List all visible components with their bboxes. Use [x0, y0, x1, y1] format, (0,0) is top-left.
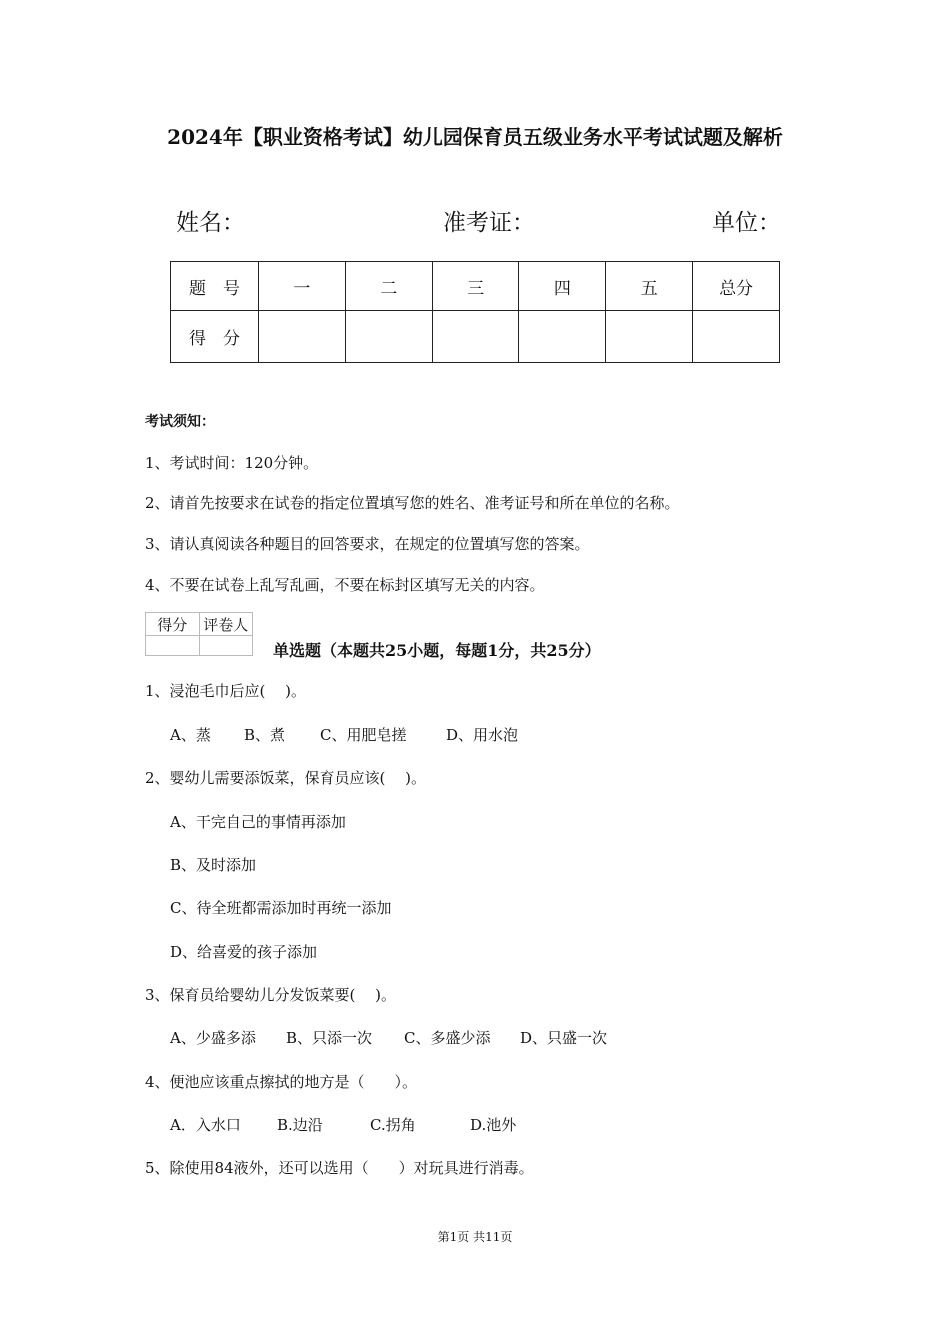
score-table-cell: 四 — [519, 262, 606, 311]
score-table-cell: 总分 — [693, 262, 780, 311]
question-option: C、多盛少添 — [404, 1029, 491, 1047]
question-option: A．入水口 — [170, 1116, 241, 1134]
question-option: B、只添一次 — [286, 1029, 373, 1047]
question-option: C、待全班都需添加时再统一添加 — [170, 899, 392, 917]
score-table-cell: 五 — [606, 262, 693, 311]
score-table-cell[interactable] — [693, 311, 780, 363]
question-option: A、蒸 — [170, 726, 211, 744]
name-field-label: 姓名： — [176, 210, 245, 236]
notice-title: 考试须知： — [145, 414, 215, 430]
score-table — [170, 261, 780, 363]
grader-box-score-cell[interactable] — [146, 636, 200, 656]
score-table-cell[interactable] — [259, 311, 346, 363]
notice-item: 1、考试时间：120分钟。 — [145, 454, 319, 472]
question-stem: 4、便池应该重点擦拭的地方是（ ）。 — [145, 1073, 418, 1091]
score-table-cell: 题 号 — [171, 262, 259, 311]
score-table-cell: 三 — [432, 262, 519, 311]
score-table-cell[interactable] — [345, 311, 432, 363]
question-option: A、干完自己的事情再添加 — [170, 813, 346, 831]
question-option: C.拐角 — [370, 1116, 416, 1134]
question-option: D、只盛一次 — [520, 1029, 608, 1047]
grader-box-grader-label: 评卷人 — [199, 613, 253, 636]
question-stem: 5、除使用84液外，还可以选用（ ）对玩具进行消毒。 — [145, 1159, 534, 1177]
grader-box-grader-cell[interactable] — [199, 636, 253, 656]
score-table-header-row — [171, 262, 780, 311]
notice-item: 2、请首先按要求在试卷的指定位置填写您的姓名、准考证号和所在单位的名称。 — [145, 494, 680, 512]
grader-box — [145, 612, 253, 656]
grader-box-score-label: 得分 — [146, 613, 200, 636]
question-option: D、用水泡 — [446, 726, 519, 744]
notice-item: 3、请认真阅读各种题目的回答要求，在规定的位置填写您的答案。 — [145, 535, 590, 553]
question-option: D.池外 — [470, 1116, 517, 1134]
page-number: 第1页 共11页 — [437, 1230, 513, 1244]
score-table-cell: 一 — [259, 262, 346, 311]
score-table-score-row — [171, 311, 780, 363]
question-option: B、及时添加 — [170, 856, 257, 874]
score-table-cell[interactable] — [606, 311, 693, 363]
question-stem: 2、婴幼儿需要添饭菜，保育员应该( )。 — [145, 769, 427, 787]
question-option: B.边沿 — [277, 1116, 323, 1134]
notice-item: 4、不要在试卷上乱写乱画，不要在标封区填写无关的内容。 — [145, 576, 545, 594]
question-option: A、少盛多添 — [170, 1029, 256, 1047]
unit-field-label: 单位： — [712, 210, 781, 236]
section-title: 单选题（本题共25小题，每题1分，共25分） — [273, 641, 601, 660]
score-table-cell: 二 — [345, 262, 432, 311]
score-table-cell[interactable] — [519, 311, 606, 363]
question-option: D、给喜爱的孩子添加 — [170, 943, 318, 961]
question-stem: 1、浸泡毛巾后应( )。 — [145, 682, 307, 700]
page-title: 2024年【职业资格考试】幼儿园保育员五级业务水平考试试题及解析 — [167, 125, 783, 149]
score-table-cell: 得 分 — [171, 311, 259, 363]
question-option: C、用肥皂搓 — [320, 726, 407, 744]
exam-id-field-label: 准考证： — [443, 210, 535, 236]
question-option: B、煮 — [244, 726, 286, 744]
score-table-cell[interactable] — [432, 311, 519, 363]
question-stem: 3、保育员给婴幼儿分发饭菜要( )。 — [145, 986, 397, 1004]
